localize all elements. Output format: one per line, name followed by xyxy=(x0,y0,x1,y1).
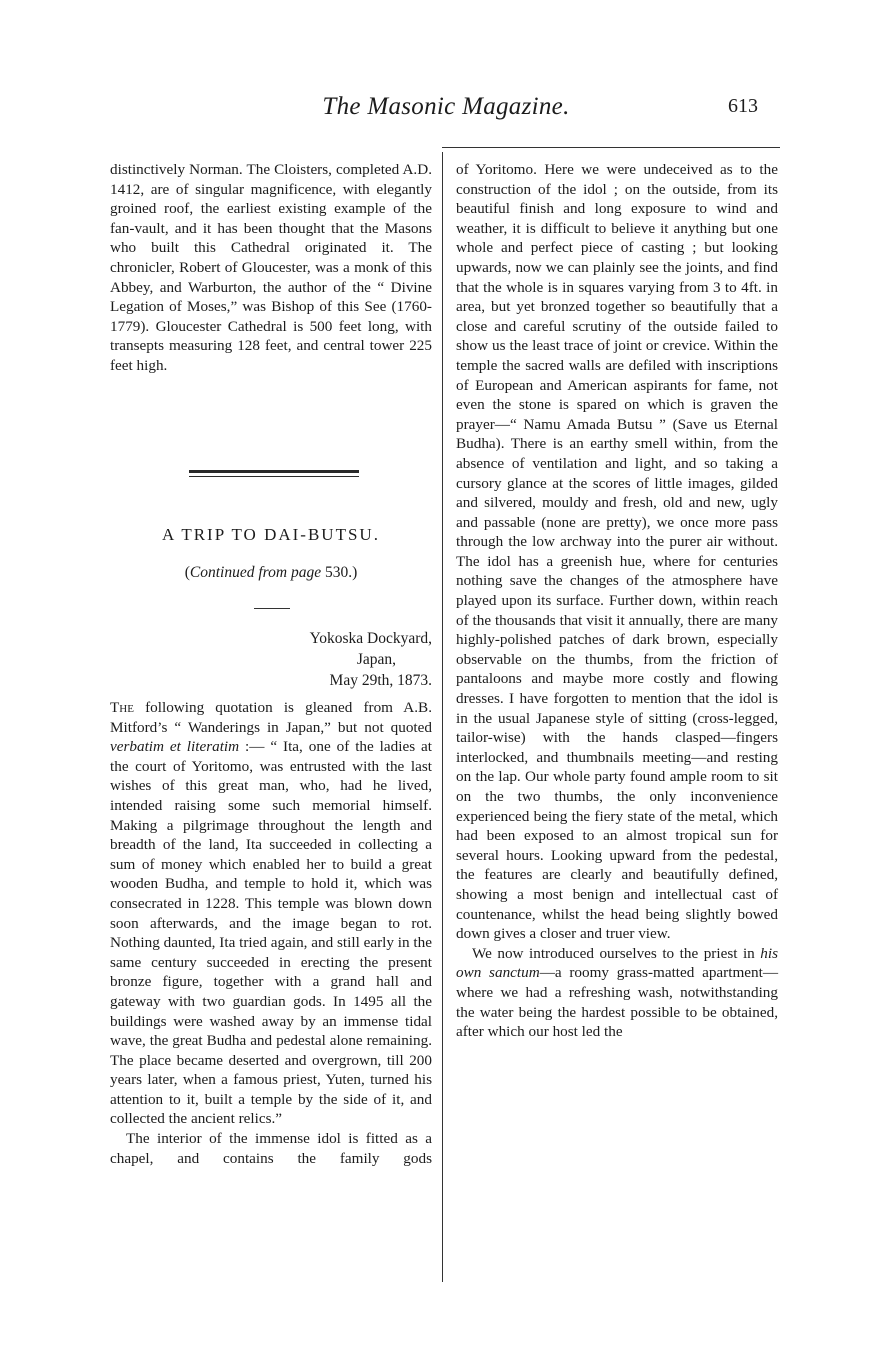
paragraph-3-part-b: —a roomy grass-matted apartment—where we had a refreshing wash, notwithstanding the water being the hardest possible to be obtained, after which our host led the xyxy=(456,964,779,1041)
article-paragraph-2-start: The interior of the immense idol is fitted as a chapel, and contains the family gods xyxy=(110,1130,432,1167)
column-divider xyxy=(442,152,443,1282)
continued-note xyxy=(110,564,432,582)
left-column-article xyxy=(110,698,432,1168)
right-column-article xyxy=(456,160,778,1042)
left-column-top xyxy=(110,160,432,376)
continued-page: 530.) xyxy=(321,564,358,581)
section-separator-thick xyxy=(189,470,359,473)
dateline xyxy=(212,628,432,691)
page-number: 613 xyxy=(728,95,758,117)
article-paragraph-1 xyxy=(110,698,432,1129)
article-paragraph-2: of Yoritomo. Here we were undeceived as to the construction of the idol ; on the outside, from its beautiful finish and long exposure to wind and weather, it is difficult to believe it anything but one whole and perfect piece of casting ; but looking upwards, now we can plainly see the joints, and find that the whole is in squares varying from 3 to 4ft. in area, but yet bronzed together so beautifully that a close and careful scrutiny of the outside failed to show us the least trace of joint or crevice. Within the temple the sacred walls are defiled with inscriptions of European and American aspirants for fame, not even the stone is spared on which is graven the prayer—“ Namu Amada Butsu ” (Save us Eternal Budha). There is an earthy smell within, from the absence of ventilation and light, and so taking a cursory glance at the scores of little images, gilded and silvered, mouldy and fresh, old and new, ugly and passable (none are pretty), we once more pass through the low archway into the purer air without. The idol has a greenish hue, where for centuries nothing save the changes of the atmosphere have played upon its surface. Further down, within reach of the thousands that visit it annually, there are many highly-polished patches of dark brown, especially observable on the thumbs, from the friction of pantaloons and maybe more costly and flowing dresses. I have forgotten to mention that the idol is in the usual Japanese style of sitting (cross-legged, tailor-wise) with the hands clasped—fingers interlocked, and thumbnails meeting—and resting on the lap. Our whole party found ample room to sit on the two thumbs, the only inconvenience experienced being the fiery state of the metal, which had been exposed to an almost tropical sun for several hours. Looking upward from the pedestal, the features are clearly and beautifully defined, showing a most benign and intellectual cast of countenance, whilst the head being slightly bowed down gives a closer and truer view. xyxy=(456,161,778,943)
header-rule xyxy=(442,147,780,148)
paragraph-3-italic: his own sanctum xyxy=(456,944,778,982)
short-rule xyxy=(254,608,290,609)
continued-open: ( xyxy=(184,564,190,581)
page-title: The Masonic Magazine. xyxy=(322,93,570,120)
section-separator-thin xyxy=(189,476,359,477)
dateline-place: Yokoska Dockyard, xyxy=(309,630,432,647)
dateline-date: May 29th, 1873. xyxy=(329,672,432,689)
article-paragraph-3 xyxy=(456,944,778,1042)
paragraph-1-part-b: :— “ Ita, one of the ladies at the court of Yoritomo, was entrusted with the last wishes of this great man, who, had he lived, intended raising some such memorial himself. Making a pilgrimage throughout the length and breadth of the land, Ita succeeded in collecting a sum of money which enabled her to build a great wooden Budha, and temple to hold it, which was consecrated in 1228. This temple was blown down soon afterwards, and the image began to rot. Nothing daunted, Ita tried again, and still early in the same century succeeded in erecting the present bronze figure, together with a grand hall and gateway with two guardian gods. In 1495 all the buildings were washed away by an immense tidal wave, the great Budha and pedestal alone remaining. The place became deserted and overgrown, till 200 years later, when a famous priest, Yuten, turned his attention to it, built a temple by the side of it, and collected the ancient relics.” xyxy=(110,738,432,1128)
previous-article-paragraph: distinctively Norman. The Cloisters, completed A.D. 1412, are of singular magnificence, with elegantly groined roof, the earliest existing example of the fan-vault, and it has been thought that the Masons who built this Cathedral originated it. The chronicler, Robert of Gloucester, was a monk of this Abbey, and Warburton, the author of the “ Divine Legation of Moses,” was Bishop of this See (1760-1779). Gloucester Cathedral is 500 feet long, with transepts measuring 128 feet, and central tower 225 feet high. xyxy=(110,161,432,374)
paragraph-1-part-a: following quotation is gleaned from A.B. Mitford’s “ Wanderings in Japan,” but not quoted xyxy=(110,699,432,736)
continued-text: Continued from page xyxy=(189,564,322,581)
paragraph-lead-word: The xyxy=(110,699,134,716)
dateline-country: Japan, xyxy=(356,651,396,668)
paragraph-1-italic: verbatim et literatim xyxy=(110,738,240,756)
article-title: A TRIP TO DAI-BUTSU. xyxy=(162,525,380,544)
paragraph-3-part-a: We now introduced ourselves to the priest in xyxy=(472,944,761,962)
